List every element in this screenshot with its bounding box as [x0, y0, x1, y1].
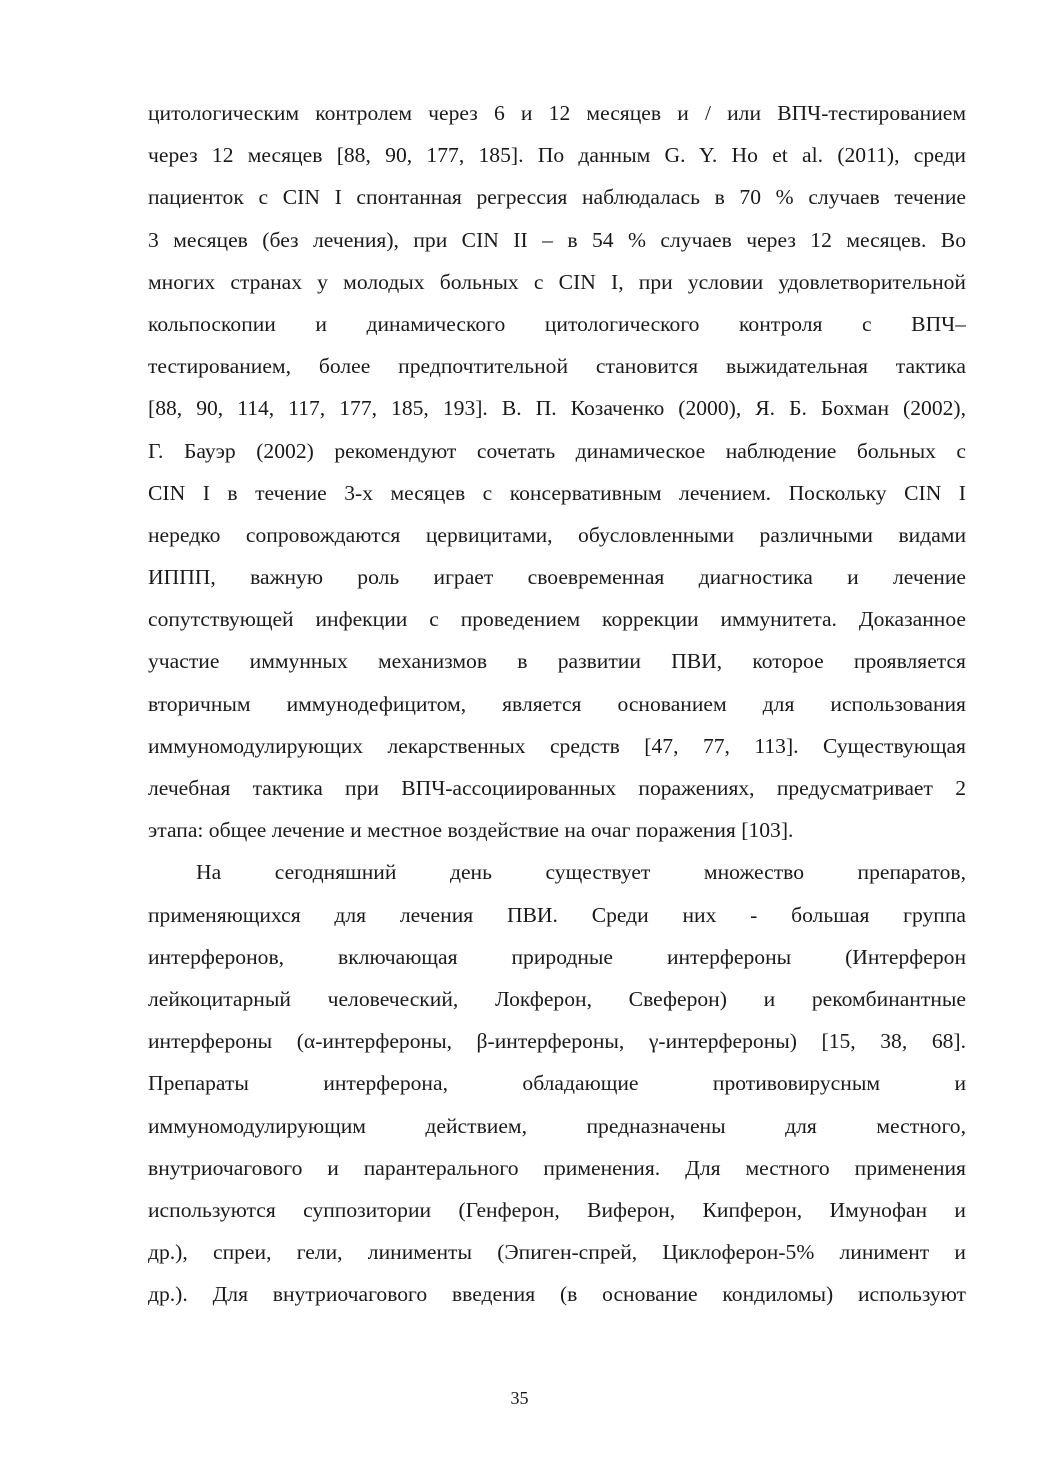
text-line: др.), спреи, гели, линименты (Эпиген-спрей, Циклоферон-5% линимент и	[148, 1240, 966, 1265]
text-line: Препараты интерферона, обладающие противовирусным и	[148, 1071, 966, 1096]
text-line: применяющихся для лечения ПВИ. Среди них - большая группа	[148, 902, 966, 927]
text-line: вторичным иммунодефицитом, является основанием для использования	[148, 691, 966, 716]
text-line: нередко сопровождаются цервицитами, обусловленными различными видами	[148, 522, 966, 547]
text-line: участие иммунных механизмов в развитии ПВИ, которое проявляется	[148, 649, 966, 674]
paragraph-2	[148, 851, 966, 1315]
text-line: через 12 месяцев [88, 90, 177, 185]. По данным G. Y. Ho et al. (2011), среди	[148, 143, 966, 168]
text-line: др.). Для внутриочагового введения (в основание кондиломы) используют	[148, 1282, 966, 1307]
text-line: сопутствующей инфекции с проведением коррекции иммунитета. Доказанное	[148, 607, 966, 632]
text-line: [88, 90, 114, 117, 177, 185, 193]. В. П. Козаченко (2000), Я. Б. Бохман (2002),	[148, 396, 966, 421]
text-line: лейкоцитарный человеческий, Локферон, Свеферон) и рекомбинантные	[148, 986, 966, 1011]
text-line: этапа: общее лечение и местное воздействие на очаг поражения [103].	[148, 818, 794, 843]
text-line: CIN I в течение 3-х месяцев с консервативным лечением. Поскольку CIN I	[148, 480, 966, 505]
body-text	[148, 92, 966, 1315]
text-line: иммуномодулирующих лекарственных средств [47, 77, 113]. Существующая	[148, 733, 966, 758]
text-line: иммуномодулирующим действием, предназначены для местного,	[148, 1113, 966, 1138]
text-line: цитологическим контролем через 6 и 12 месяцев и / или ВПЧ-тестированием	[148, 101, 966, 125]
page-number: 35	[510, 1388, 529, 1408]
text-line: тестированием, более предпочтительной становится выжидательная тактика	[148, 354, 966, 379]
text-line: пациенток с CIN I спонтанная регрессия наблюдалась в 70 % случаев течение	[148, 185, 966, 210]
text-line: лечебная тактика при ВПЧ-ассоциированных поражениях, предусматривает 2	[148, 776, 966, 800]
text-line: внутриочагового и парантерального применения. Для местного применения	[148, 1155, 966, 1180]
text-line: ИППП, важную роль играет своевременная диагностика и лечение	[148, 565, 966, 590]
text-line: используются суппозитории (Генферон, Виферон, Кипферон, Имунофан и	[148, 1197, 966, 1222]
text-line: интерферонов, включающая природные интерфероны (Интерферон	[148, 944, 966, 969]
text-line: На сегодняшний день существует множество препаратов,	[196, 860, 966, 885]
text-line: многих странах у молодых больных с CIN I, при условии удовлетворительной	[148, 269, 966, 294]
text-line: кольпоскопии и динамического цитологического контроля с ВПЧ–	[148, 311, 966, 336]
text-line: 3 месяцев (без лечения), при CIN II – в 54 % случаев через 12 месяцев. Во	[148, 227, 966, 252]
paragraph-1	[148, 92, 966, 851]
text-line: интерфероны (α-интерфероны, β-интерфероны, γ-интерфероны) [15, 38, 68].	[148, 1029, 966, 1054]
text-line: Г. Бауэр (2002) рекомендуют сочетать динамическое наблюдение больных с	[148, 438, 966, 463]
